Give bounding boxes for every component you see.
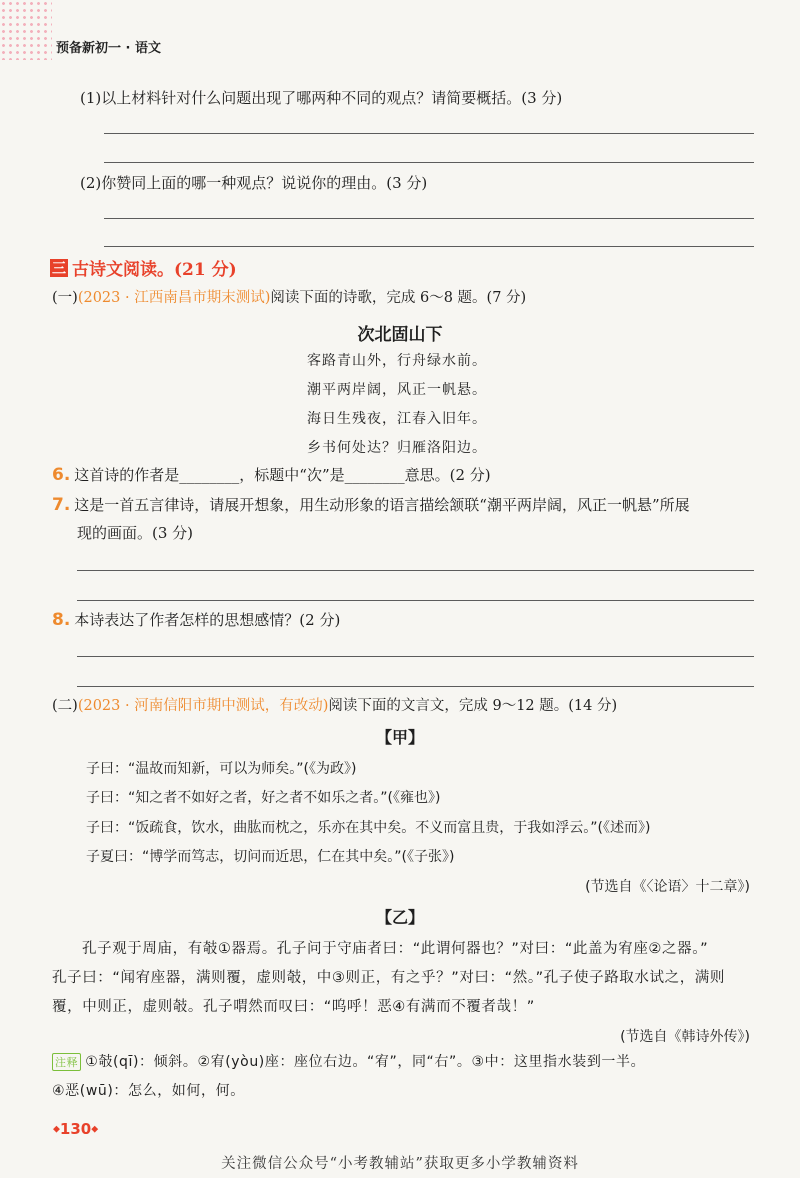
section-title — [50, 255, 237, 280]
page-number-text: 130 — [59, 1120, 92, 1138]
notes-line-2: ④恶(wū)：怎么，如何，何。 — [52, 1083, 245, 1099]
notes-text: ①攲(qī)：倾斜。②宥(yòu)座：座位右边。“宥”，同“右”。③中：这里指水装到一半。 — [85, 1054, 646, 1070]
question-number: 7. — [52, 495, 71, 515]
notes-badge: 注释 — [52, 1053, 81, 1071]
question-number: 6. — [52, 465, 71, 485]
notes-line-1 — [52, 1051, 645, 1071]
poem-line: 海日生残夜，江春入旧年。 — [307, 411, 487, 427]
question-7-line2: 现的画面。(3 分) — [77, 524, 194, 542]
part-1-source: (2023 · 江西南昌市期末测试) — [77, 290, 271, 306]
answer-line[interactable] — [77, 686, 754, 687]
decorative-dots — [0, 0, 52, 60]
footer-note: 关注微信公众号“小考教辅站”获取更多小学教辅资料 — [221, 1156, 579, 1172]
yi-line: 孔子曰：“闻宥座器，满则覆，虚则攲，中③则正，有之乎？”对曰：“然。”孔子使子路取水试之，满则 — [52, 970, 725, 986]
answer-line[interactable] — [77, 656, 754, 657]
question-7 — [52, 495, 690, 515]
question-6 — [52, 465, 491, 485]
question-number: 8. — [52, 610, 71, 630]
answer-line[interactable] — [104, 246, 754, 247]
answer-line[interactable] — [104, 218, 754, 219]
question-8 — [52, 610, 340, 630]
jia-line: 子曰：“知之者不如好之者，好之者不如乐之者。”(《雍也》) — [86, 790, 441, 806]
yi-line: 孔子观于周庙，有攲①器焉。孔子问于守庙者曰：“此谓何器也？”对曰：“此盖为宥座②之器。” — [82, 941, 709, 957]
part-1-intro — [52, 288, 526, 308]
answer-line[interactable] — [104, 133, 754, 134]
part-1-prefix: (一) — [52, 290, 78, 306]
question-7-text: 这是一首五言律诗，请展开想象，用生动形象的语言描绘颔联“潮平两岸阔，风正一帆悬”所展 — [74, 496, 690, 514]
poem-line: 客路青山外，行舟绿水前。 — [307, 353, 487, 369]
jia-source: (节选自《〈论语〉十二章》) — [585, 879, 750, 895]
poem-title: 次北固山下 — [357, 325, 443, 345]
page-header: 预备新初一 · 语文 — [56, 41, 161, 56]
part-2-text: 阅读下面的文言文，完成 9～12 题。(14 分) — [328, 698, 618, 714]
answer-line[interactable] — [104, 162, 754, 163]
jia-title: 【甲】 — [375, 728, 424, 747]
yi-line: 覆，中则正，虚则攲。孔子喟然而叹曰：“呜呼！恶④有满而不覆者哉！” — [52, 999, 535, 1015]
yi-title: 【乙】 — [375, 908, 424, 927]
part-2-prefix: (二) — [52, 698, 78, 714]
answer-line[interactable] — [77, 570, 754, 571]
page-number: ◆130◆ — [53, 1120, 99, 1138]
poem-line: 潮平两岸阔，风正一帆悬。 — [307, 382, 487, 398]
part-2-intro — [52, 696, 617, 716]
jia-line: 子夏曰：“博学而笃志，切问而近思，仁在其中矣。”(《子张》) — [86, 849, 455, 865]
jia-line: 子曰：“温故而知新，可以为师矣。”(《为政》) — [86, 761, 357, 777]
answer-line[interactable] — [77, 600, 754, 601]
question-2: (2)你赞同上面的哪一种观点？说说你的理由。(3 分) — [80, 174, 428, 192]
part-2-source: (2023 · 河南信阳市期中测试，有改动) — [77, 698, 329, 714]
yi-source: (节选自《韩诗外传》) — [620, 1029, 750, 1045]
question-8-text: 本诗表达了作者怎样的思想感情？(2 分) — [74, 611, 341, 629]
part-1-text: 阅读下面的诗歌，完成 6～8 题。(7 分) — [270, 290, 527, 306]
poem-line: 乡书何处达？归雁洛阳边。 — [307, 440, 487, 456]
jia-line: 子曰：“饭疏食，饮水，曲肱而枕之，乐亦在其中矣。不义而富且贵，于我如浮云。”(《述而》) — [86, 820, 651, 836]
section-title-text: 古诗文阅读。(21 分) — [72, 260, 237, 280]
section-badge: 三 — [52, 260, 66, 277]
question-6-text: 这首诗的作者是________，标题中“次”是________意思。(2 分) — [74, 466, 491, 484]
question-1: (1)以上材料针对什么问题出现了哪两种不同的观点？请简要概括。(3 分) — [80, 89, 563, 107]
